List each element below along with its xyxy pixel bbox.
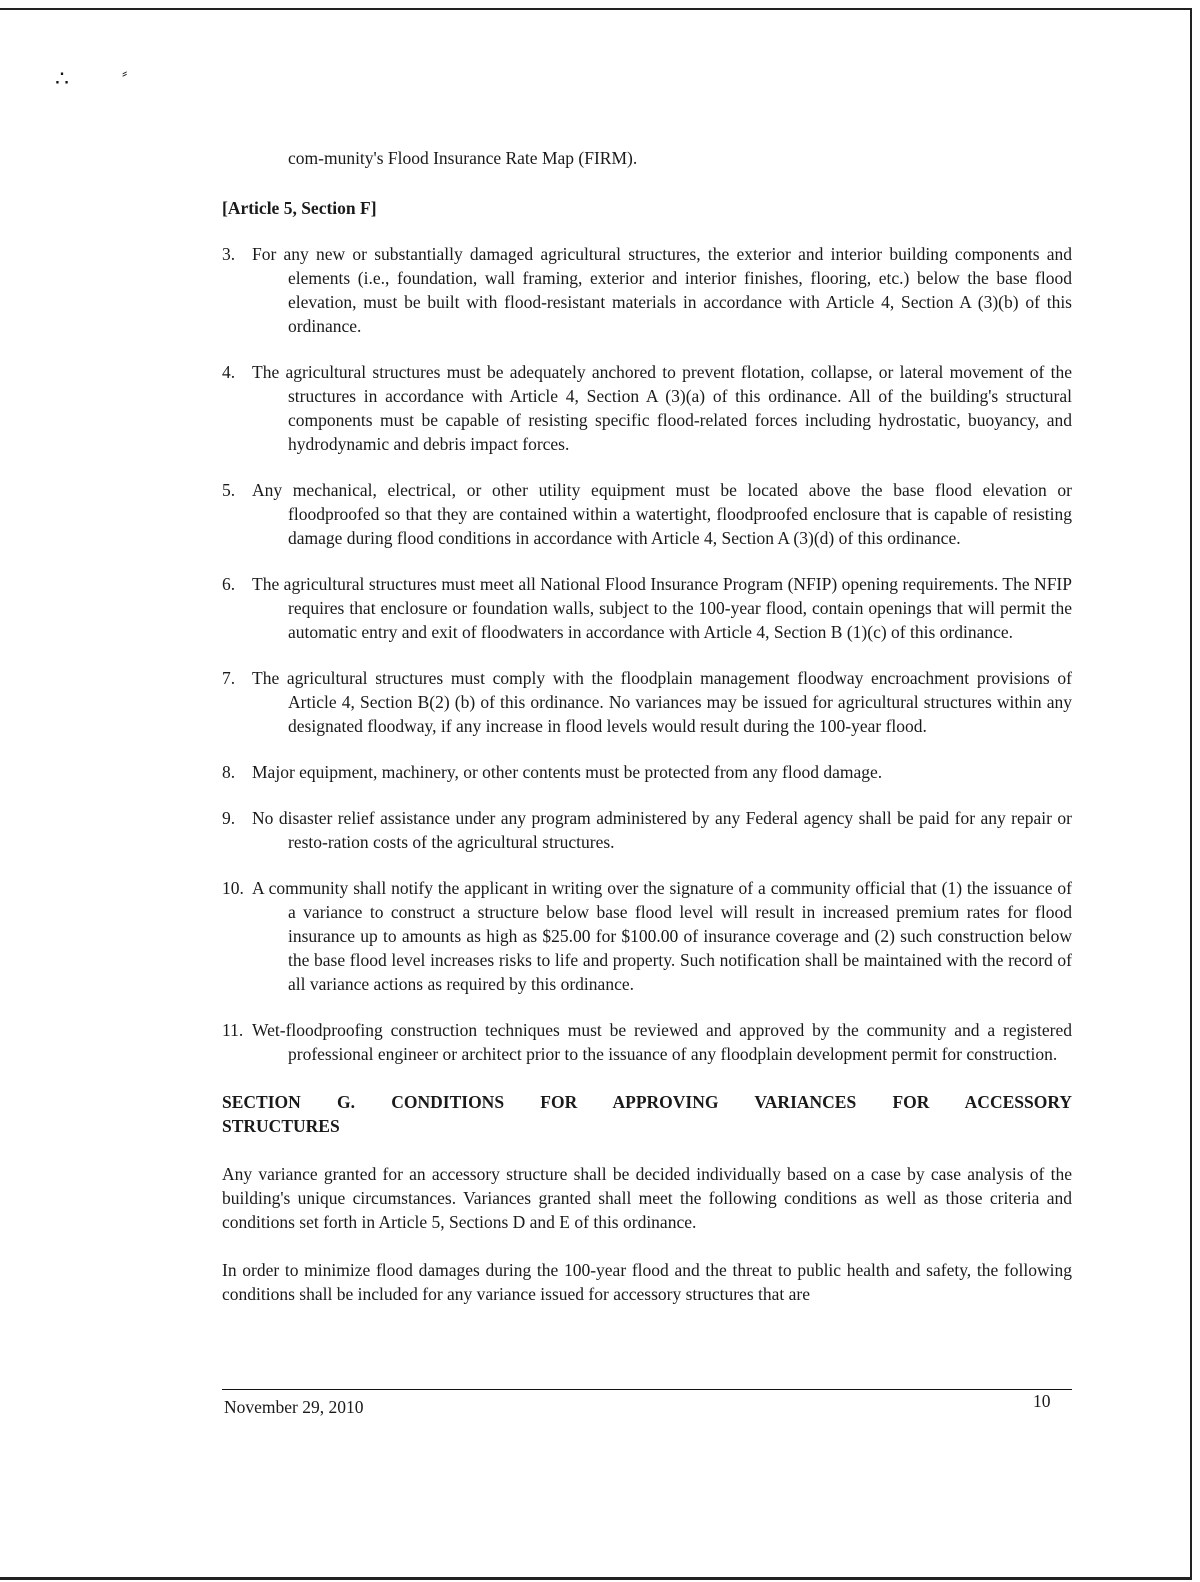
item-text: The agricultural structures must be adequately anchored to prevent flotation, collapse, or lateral movement of the structures in accordance with Article 4, Section A (3)(a) of this ordinance. All of the building's structural components must be capable of resisting specific flood-related forces including hydrostatic, buoyancy, and hydrodynamic and debris impact forces. xyxy=(252,362,1072,454)
document-body xyxy=(222,146,1072,1306)
item-number: 5. xyxy=(222,480,236,500)
item-text: The agricultural structures must comply with the floodplain management floodway encroachment provisions of Article 4, Section B(2) (b) of this ordinance. No variances may be issued for agricultural structures within any designated floodway, if any increase in flood levels would result during the 100-year flood. xyxy=(252,668,1072,736)
list-item xyxy=(222,478,1072,550)
subsection-heading: [Article 5, Section F] xyxy=(222,198,377,218)
scan-speck-marks-2: ⸗ xyxy=(122,65,128,82)
item-number: 10. xyxy=(222,878,244,898)
item-number: 3. xyxy=(222,244,236,264)
list-item xyxy=(222,1018,1072,1066)
item-text: Major equipment, machinery, or other contents must be protected from any flood damage. xyxy=(252,762,883,782)
item-text: For any new or substantially damaged agricultural structures, the exterior and interior building components and elements (i.e., foundation, wall framing, exterior and interior finishes, flooring, etc.) below the base flood elevation, must be built with flood-resistant materials in accordance with Article 4, Section A (3)(b) of this ordinance. xyxy=(252,244,1072,336)
item-text: No disaster relief assistance under any program administered by any Federal agency shall be paid for any repair or resto-ration costs of the agricultural structures. xyxy=(252,808,1072,852)
scan-border-top xyxy=(0,8,1190,10)
scan-border-bottom xyxy=(0,1577,1192,1580)
continuation-line: com-munity's Flood Insurance Rate Map (FIRM). xyxy=(288,148,638,168)
list-item xyxy=(222,242,1072,338)
list-item xyxy=(222,572,1072,644)
list-item xyxy=(222,806,1072,854)
section-title-continued: STRUCTURES xyxy=(222,1116,340,1136)
footer-divider xyxy=(222,1389,1072,1390)
section-title: SECTION G. CONDITIONS FOR APPROVING VARIANCES FOR ACCESSORY xyxy=(222,1092,1072,1112)
list-item xyxy=(222,876,1072,996)
item-text: The agricultural structures must meet all National Flood Insurance Program (NFIP) opening requirements. The NFIP requires that enclosure or foundation walls, subject to the 100-year flood, contain openings that will permit the automatic entry and exit of floodwaters in accordance with Article 4, Section B (1)(c) of this ordinance. xyxy=(252,574,1072,642)
list-item xyxy=(222,360,1072,456)
body-paragraph: Any variance granted for an accessory structure shall be decided individually based on a case by case analysis of the building's unique circumstances. Variances granted shall meet the following conditions as well as those criteria and conditions set forth in Article 5, Sections D and E of this ordinance. xyxy=(222,1164,1072,1232)
item-text: Any mechanical, electrical, or other utility equipment must be located above the base flood elevation or floodproofed so that they are contained within a watertight, floodproofed enclosure that is capable of resisting damage during flood conditions in accordance with Article 4, Section A (3)(d) of this ordinance. xyxy=(252,480,1072,548)
item-number: 11. xyxy=(222,1020,244,1040)
footer-date: November 29, 2010 xyxy=(224,1397,364,1417)
scan-speck-marks: ∴ xyxy=(55,66,71,91)
item-number: 7. xyxy=(222,668,236,688)
item-text: A community shall notify the applicant in writing over the signature of a community official that (1) the issuance of a variance to construct a structure below base flood level will result in increased premium rates for flood insurance up to amounts as high as $25.00 for $100.00 of insurance coverage and (2) such construction below the base flood level increases risks to life and property. Such notification shall be maintained with the record of all variance actions as required by this ordinance. xyxy=(252,878,1072,994)
item-text: Wet-floodproofing construction techniques must be reviewed and approved by the community and a registered professional engineer or architect prior to the issuance of any floodplain development permit for construction. xyxy=(252,1020,1072,1064)
page-number: 10 xyxy=(1033,1391,1051,1411)
body-paragraph: In order to minimize flood damages during the 100-year flood and the threat to public health and safety, the following conditions shall be included for any variance issued for accessory structures that are xyxy=(222,1260,1072,1304)
scan-border-right xyxy=(1190,8,1192,1578)
list-item xyxy=(222,760,1072,784)
item-number: 6. xyxy=(222,574,236,594)
item-number: 8. xyxy=(222,762,236,782)
list-item xyxy=(222,666,1072,738)
item-number: 9. xyxy=(222,808,236,828)
item-number: 4. xyxy=(222,362,236,382)
